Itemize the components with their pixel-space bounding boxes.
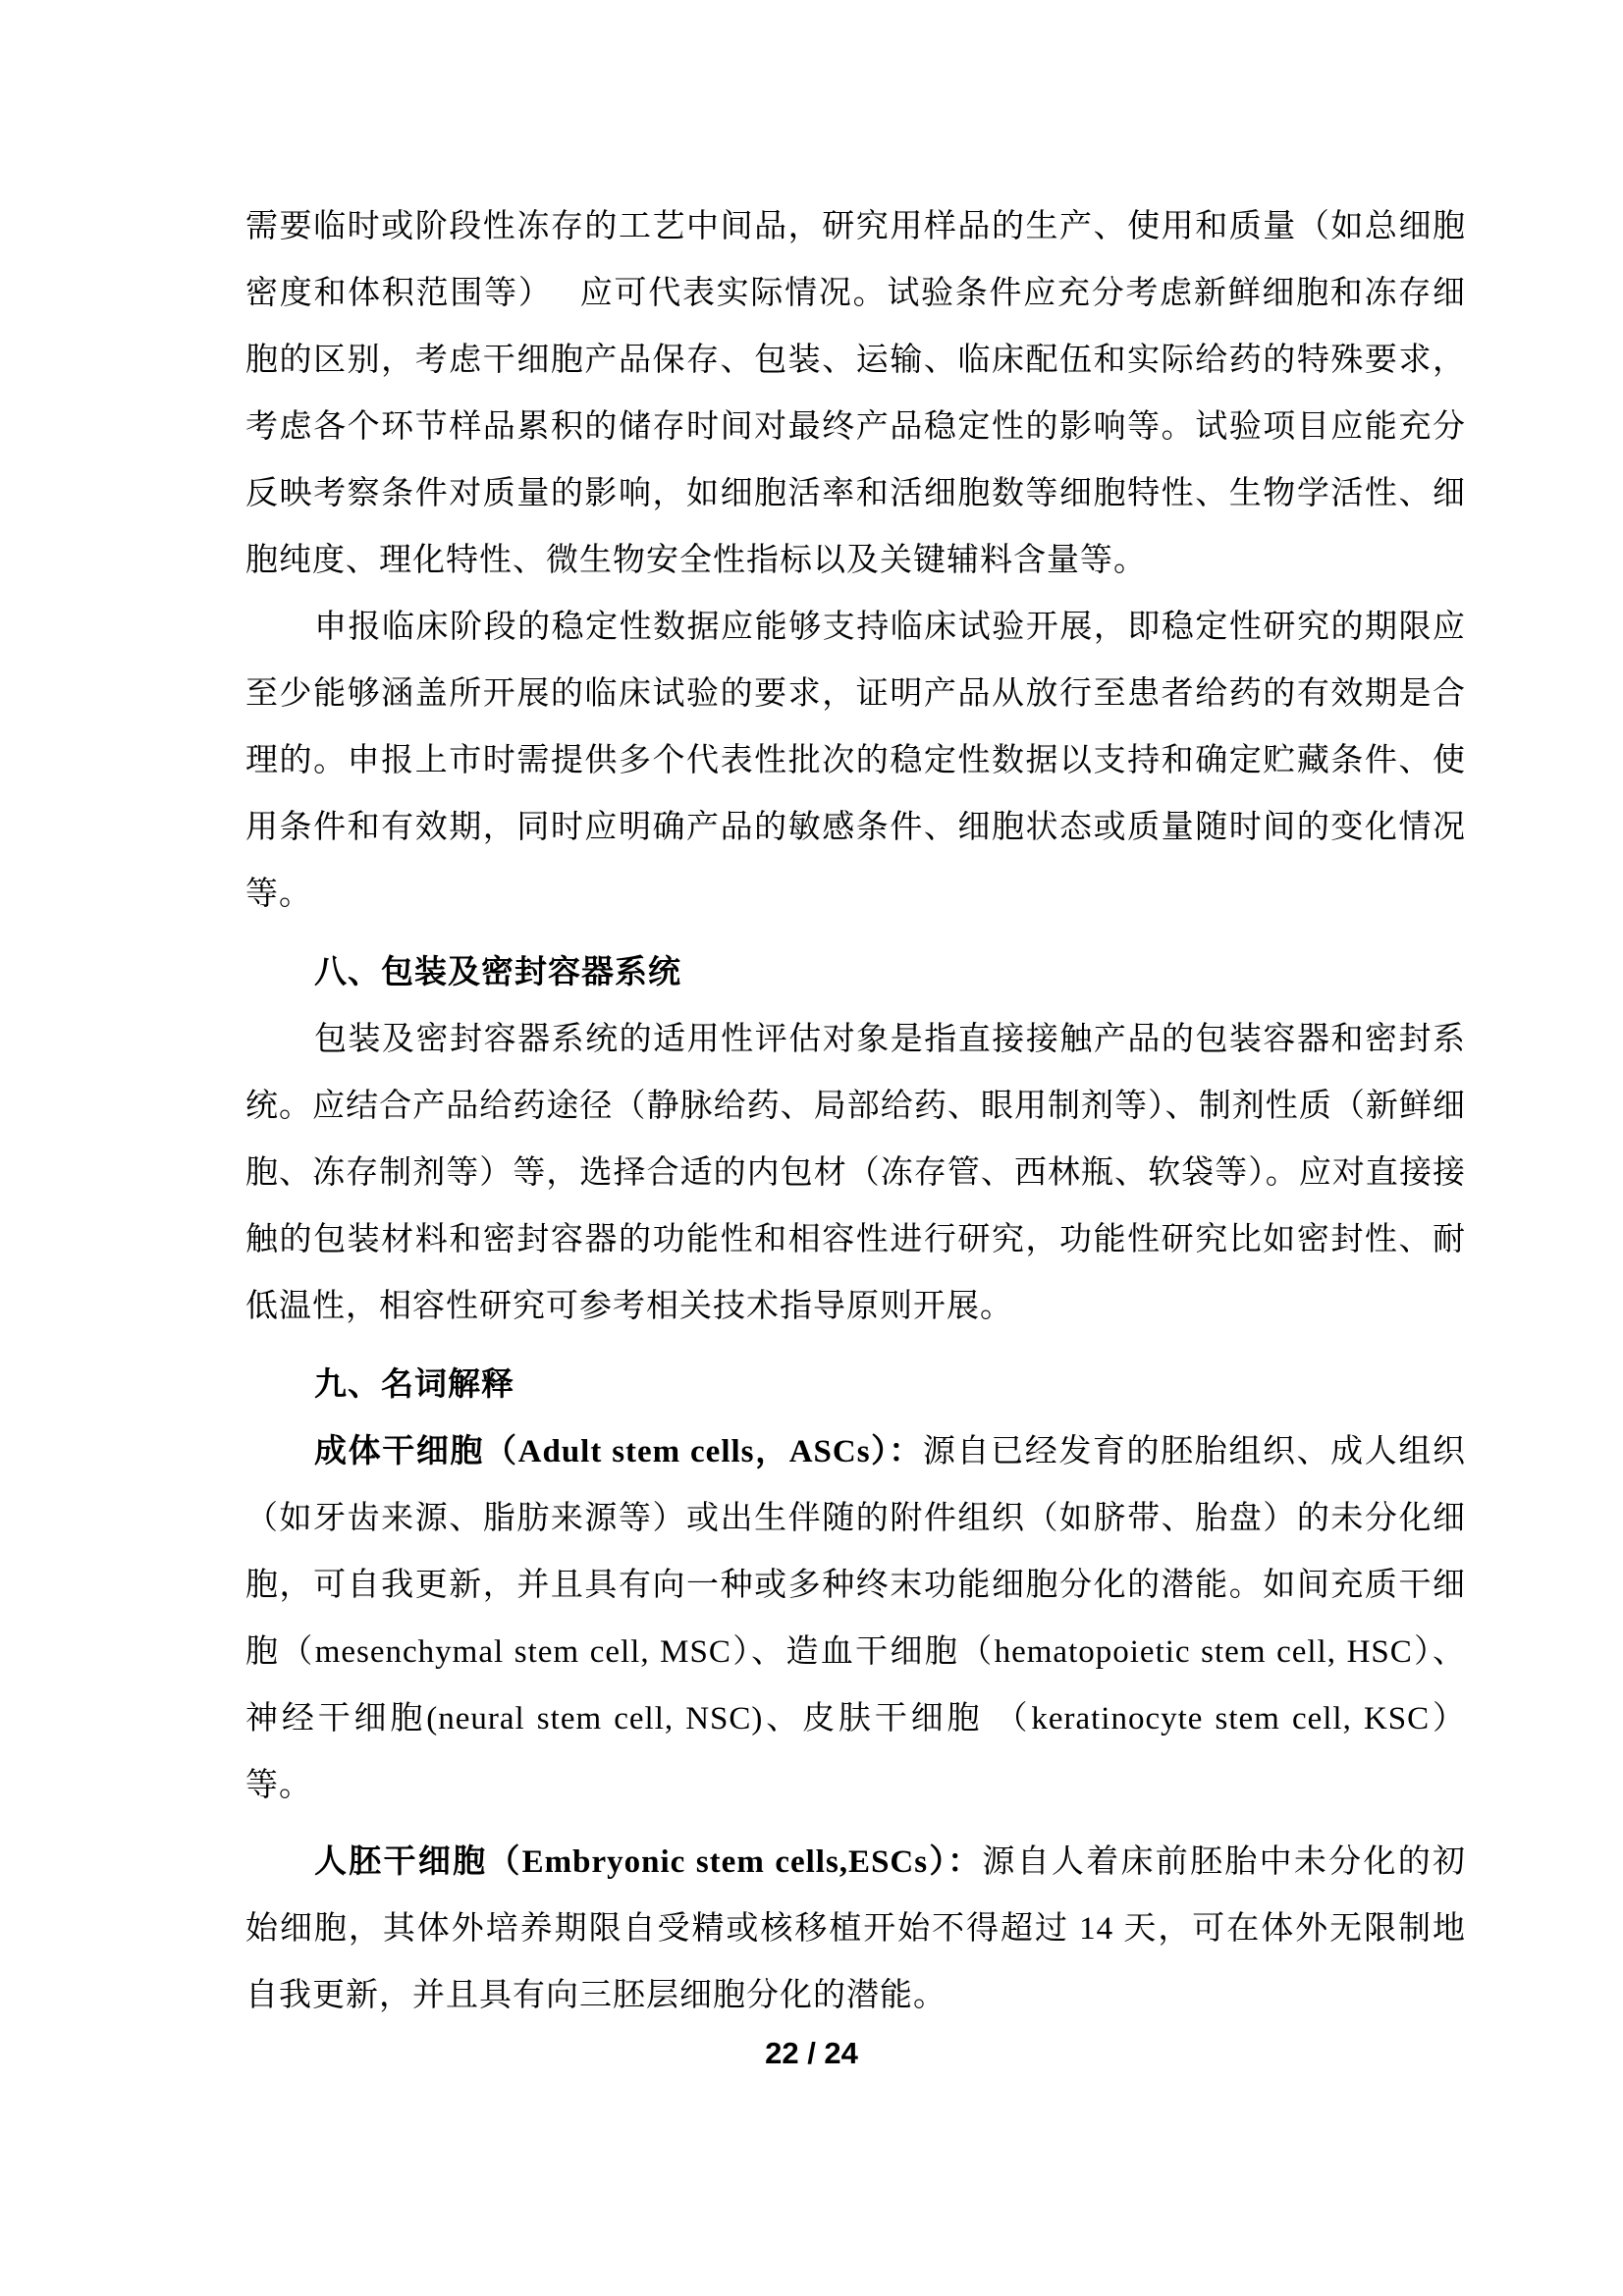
section-heading-glossary: 九、名词解释: [314, 1367, 514, 1403]
term-embryonic-stem-cells-definition: 源自人着床前胚胎中未分化的初始细胞，其体外培养期限自受精或核移植开始不得超过 14 天，可在体外无限制地自我更新，并且具有向三胚层细胞分化的潜能。: [245, 1844, 1466, 2013]
page-content: [245, 193, 1466, 2029]
paragraph-packaging-container-system: 包装及密封容器系统的适用性评估对象是指直接接触产品的包装容器和密封系统。应结合产品给药途径（静脉给药、局部给药、眼用制剂等）、制剂性质（新鲜细胞、冻存制剂等）等，选择合适的内包材（冻存管、西林瓶、软袋等）。应对直接接触的包装材料和密封容器的功能性和相容性进行研究，功能性研究比如密封性、耐低温性，相容性研究可参考相关技术指导原则开展。: [245, 1022, 1466, 1324]
section-heading-packaging-container-system: 八、包装及密封容器系统: [314, 955, 681, 990]
paragraph-stability-conditions: 需要临时或阶段性冻存的工艺中间品，研究用样品的生产、使用和质量（如总细胞密度和体积范围等） 应可代表实际情况。试验条件应充分考虑新鲜细胞和冻存细胞的区别，考虑干细胞产品保存、包装、运输、临床配伍和实际给药的特殊要求，考虑各个环节样品累积的储存时间对最终产品稳定性的影响等。试验项目应能充分反映考察条件对质量的影响，如细胞活率和活细胞数等细胞特性、生物学活性、细胞纯度、理化特性、微生物安全性指标以及关键辅料含量等。: [245, 209, 1466, 578]
paragraph-clinical-stability-data: 申报临床阶段的稳定性数据应能够支持临床试验开展，即稳定性研究的期限应至少能够涵盖所开展的临床试验的要求，证明产品从放行至患者给药的有效期是合理的。申报上市时需提供多个代表性批次的稳定性数据以支持和确定贮藏条件、使用条件和有效期，同时应明确产品的敏感条件、细胞状态或质量随时间的变化情况等。: [245, 610, 1466, 912]
term-adult-stem-cells: [245, 1418, 1466, 1819]
term-embryonic-stem-cells: [245, 1829, 1466, 2029]
term-embryonic-stem-cells-title: 人胚干细胞（Embryonic stem cells,ESCs）：: [314, 1844, 983, 1880]
term-adult-stem-cells-title: 成体干细胞（Adult stem cells，ASCs）：: [314, 1434, 923, 1469]
page-number-indicator: 22 / 24: [765, 2036, 858, 2070]
term-adult-stem-cells-definition: 源自已经发育的胚胎组织、成人组织（如牙齿来源、脂肪来源等）或出生伴随的附件组织（如脐带、胎盘）的未分化细胞，可自我更新，并且具有向一种或多种终末功能细胞分化的潜能。如间充质干细胞（mesenchymal stem cell, MSC）、造血干细胞（hematopoietic stem cell, HSC）、神经干细胞(neural stem cell, NSC)、皮肤干细胞 （keratinocyte stem cell, KSC）等。: [245, 1434, 1466, 1803]
